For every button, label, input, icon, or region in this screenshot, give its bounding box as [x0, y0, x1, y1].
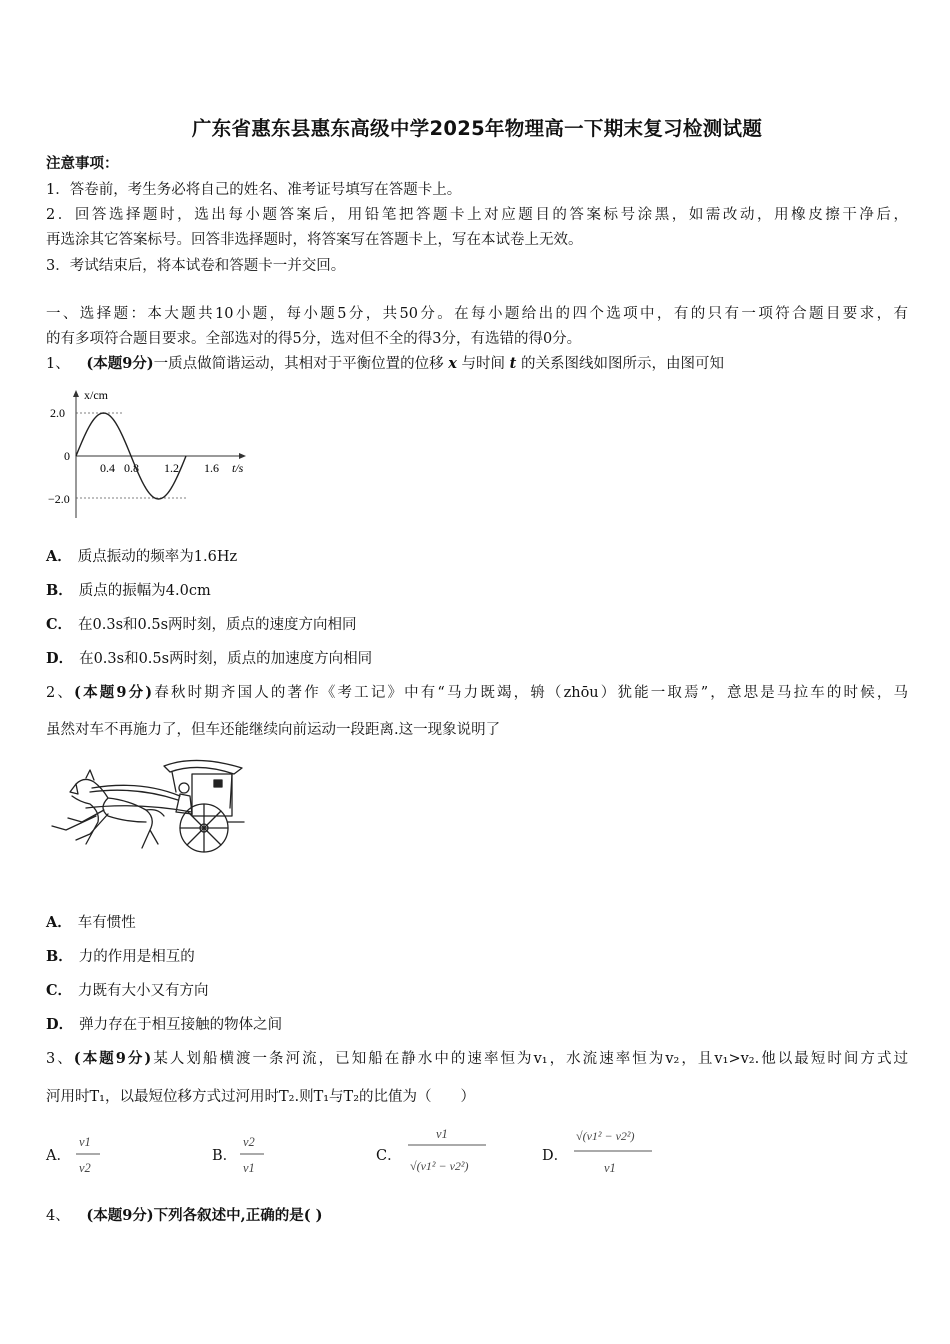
y-tick-label-neg: −2.0 — [48, 492, 70, 506]
q1-option-a — [46, 545, 237, 566]
horse-carriage-illustration — [46, 752, 248, 864]
x-tick-label: 0.8 — [124, 461, 139, 475]
fraction-numerator: v1 — [436, 1127, 448, 1141]
x-tick-label: 0.4 — [100, 461, 115, 475]
y-tick-label-pos: 2.0 — [50, 406, 65, 420]
fraction-denominator: v1 — [604, 1161, 616, 1175]
question-text: 一质点做简谐运动，其相对于平衡位置的位移 — [153, 356, 444, 372]
y-tick-label-zero: 0 — [64, 449, 70, 463]
q3-option-d-letter: D． — [542, 1148, 569, 1164]
question-number: 4、 — [46, 1208, 70, 1224]
question-3 — [46, 1047, 908, 1068]
y-axis-arrow — [73, 390, 79, 397]
question-score: (本题9分) — [86, 355, 154, 372]
fraction-denominator: v2 — [79, 1161, 91, 1175]
question-number: 3、 — [46, 1051, 74, 1067]
question-number: 2、 — [46, 685, 75, 701]
q3-option-a-letter: A． — [46, 1148, 71, 1164]
option-text: 弹力存在于相互接触的物体之间 — [79, 1017, 283, 1033]
question-score: (本题9分) — [73, 1050, 152, 1067]
q3-option-b-letter: B． — [212, 1148, 238, 1164]
fraction-denominator: √(v1² − v2²) — [410, 1159, 469, 1173]
question-text-mid: 与时间 — [461, 356, 506, 372]
section-intro-line-2: 的有多项符合题目要求。全部选对的得5分，选对但不全的得3分，有选错的得0分。 — [46, 331, 582, 347]
question-text-end: 的关系图线如图所示，由图可知 — [520, 356, 724, 372]
question-text: (本题9分)下列各叙述中,正确的是( ) — [86, 1207, 323, 1224]
notice-item-3: 3．考试结束后，将本试卷和答题卡一并交回。 — [46, 258, 346, 274]
option-text: 力的作用是相互的 — [78, 949, 195, 965]
fraction-denominator: v1 — [243, 1161, 255, 1175]
q3-option-c-fraction — [406, 1122, 490, 1182]
x-axis-arrow — [239, 453, 246, 459]
y-axis-label: x/cm — [84, 388, 108, 402]
question-3-line-2: 河用时T₁，以最短位移方式过河用时T₂.则T₁与T₂的比值为（ ） — [46, 1089, 476, 1105]
notice-item-2a: 2．回答选择题时，选出每小题答案后，用铅笔把答题卡上对应题目的答案标号涂黑，如需改动，用橡皮擦干净后， — [46, 207, 908, 223]
q3-option-b-fraction — [238, 1130, 268, 1180]
x-tick-label: 1.6 — [204, 461, 219, 475]
question-1 — [46, 352, 724, 373]
q3-option-c-letter: C． — [376, 1148, 402, 1164]
q2-option-c — [46, 979, 209, 1000]
question-number: 1、 — [46, 356, 70, 372]
option-text: 车有惯性 — [77, 915, 136, 931]
question-2-line-2: 虽然对车不再施力了，但车还能继续向前运动一段距离.这一现象说明了 — [46, 722, 501, 738]
question-text: 某人划船横渡一条河流，已知船在静水中的速率恒为v₁，水流速率恒为v₂，且v₁>v₂.他以最短时间方式过 — [151, 1051, 908, 1067]
q3-option-a-fraction — [74, 1130, 104, 1180]
notice-item-1: 1．答卷前，考生务必将自己的姓名、准考证号填写在答题卡上。 — [46, 182, 462, 198]
option-letter: D． — [46, 650, 74, 667]
option-letter: C． — [46, 982, 73, 999]
option-letter: B． — [46, 948, 73, 965]
variable-x: x — [448, 355, 457, 372]
fraction-numerator: v2 — [243, 1135, 255, 1149]
q2-option-a — [46, 911, 136, 932]
option-text: 质点的振幅为4.0cm — [78, 583, 211, 599]
q2-option-d — [46, 1013, 282, 1034]
displacement-time-graph — [46, 380, 266, 520]
fraction-numerator: √(v1² − v2²) — [576, 1129, 635, 1143]
option-text: 在0.3s和0.5s两时刻，质点的速度方向相同 — [78, 617, 357, 633]
notice-heading: 注意事项： — [46, 155, 119, 172]
option-letter: B． — [46, 582, 73, 599]
option-text: 力既有大小又有方向 — [78, 983, 209, 999]
section-intro-line-1: 一、选择题：本大题共10小题，每小题5分，共50分。在每小题给出的四个选项中，有的只有一项符合题目要求，有 — [46, 306, 908, 322]
option-letter: D． — [46, 1016, 74, 1033]
option-letter: C． — [46, 616, 73, 633]
q1-option-d — [46, 647, 372, 668]
q3-option-d-fraction — [572, 1118, 656, 1178]
variable-t: t — [509, 355, 517, 372]
option-letter: A． — [46, 548, 72, 565]
question-text: 春秋时期齐国人的著作《考工记》中有“马力既竭，辀（zhōu）犹能一取焉”，意思是马拉车的时候，马 — [152, 685, 908, 701]
fraction-numerator: v1 — [79, 1135, 91, 1149]
x-axis-label: t/s — [232, 461, 244, 475]
question-4 — [46, 1204, 322, 1225]
q1-option-b — [46, 579, 211, 600]
q2-option-b — [46, 945, 195, 966]
q1-option-c — [46, 613, 357, 634]
option-letter: A． — [46, 914, 72, 931]
x-tick-label: 1.2 — [164, 461, 179, 475]
option-text: 质点振动的频率为1.6Hz — [77, 549, 238, 565]
option-text: 在0.3s和0.5s两时刻，质点的加速度方向相同 — [79, 651, 373, 667]
question-2 — [46, 681, 908, 702]
page-title: 广东省惠东县惠东高级中学2025年物理高一下期末复习检测试题 — [191, 117, 763, 140]
notice-item-2b: 再选涂其它答案标号。回答非选择题时，将答案写在答题卡上，写在本试卷上无效。 — [46, 232, 583, 248]
question-score: (本题9分) — [74, 684, 153, 701]
